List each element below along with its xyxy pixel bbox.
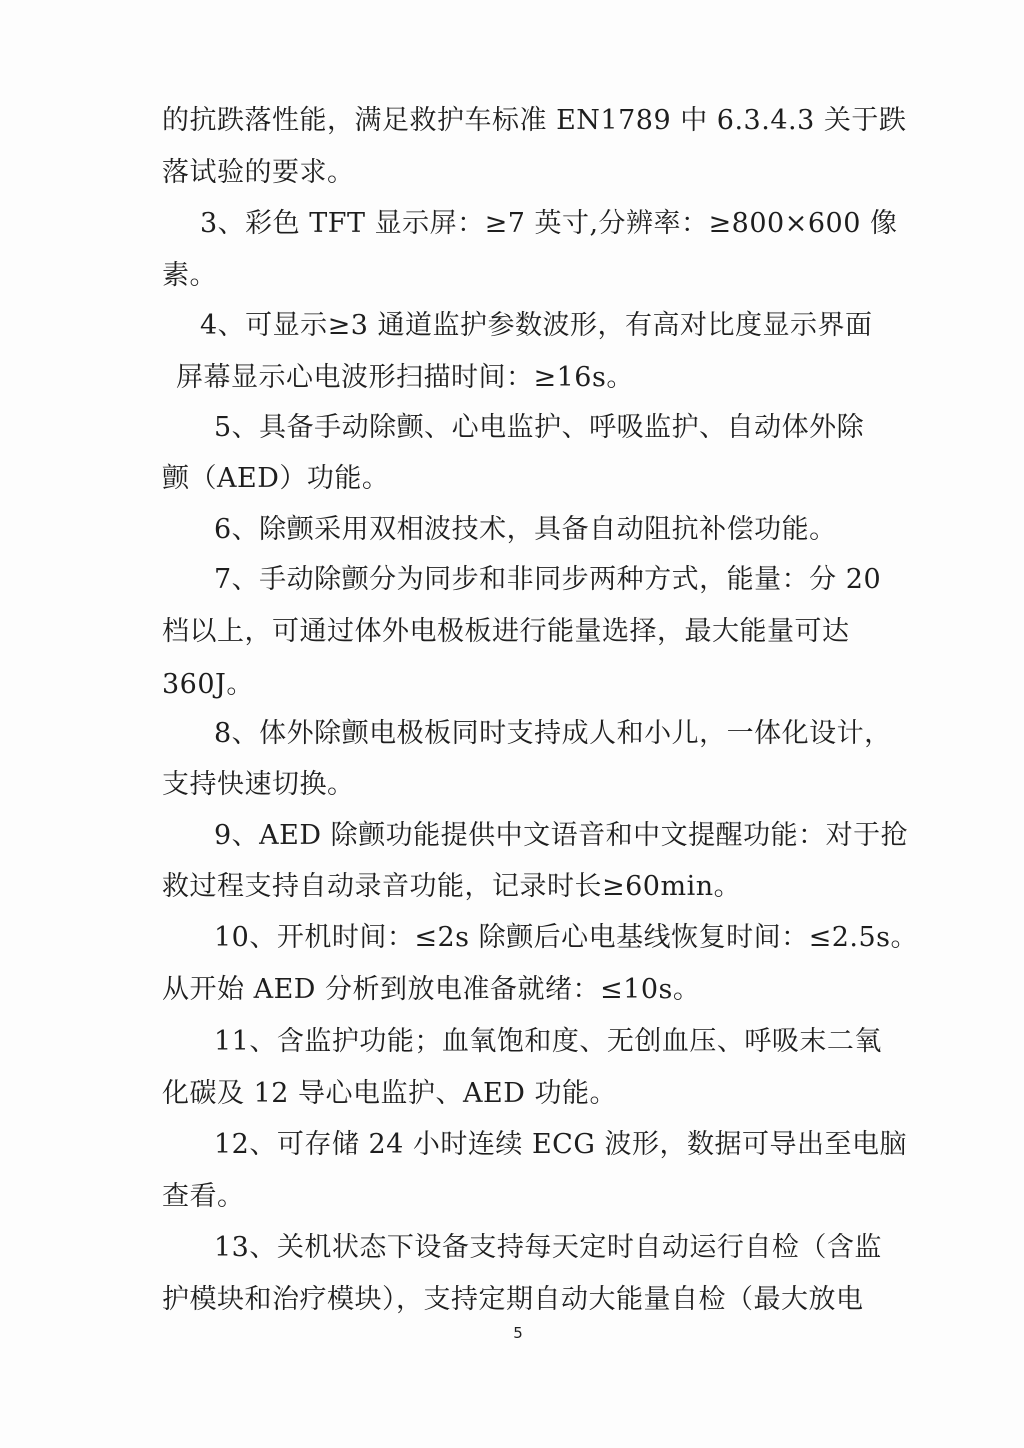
- text-line: 化碳及 12 导心电监护、AED 功能。: [162, 1078, 617, 1109]
- text-line: 颤（AED）功能。: [162, 463, 390, 494]
- text-line: 6、除颤采用双相波技术，具备自动阻抗补偿功能。: [214, 514, 837, 545]
- text-line: 救过程支持自动录音功能，记录时长≥60min。: [162, 871, 742, 902]
- page-number: 5: [513, 1324, 523, 1342]
- text-line: 360J。: [162, 669, 254, 700]
- text-line: 8、体外除颤电极板同时支持成人和小儿，一体化设计，: [214, 718, 892, 749]
- text-line: 5、具备手动除颤、心电监护、呼吸监护、自动体外除: [214, 412, 865, 443]
- text-line: 3、彩色 TFT 显示屏：≥7 英寸,分辨率：≥800×600 像: [200, 208, 898, 239]
- text-line: 护模块和治疗模块），支持定期自动大能量自检（最大放电: [162, 1284, 864, 1315]
- text-line: 12、可存储 24 小时连续 ECG 波形，数据可导出至电脑: [214, 1129, 907, 1160]
- text-line: 支持快速切换。: [162, 769, 355, 800]
- text-line: 13、关机状态下设备支持每天定时自动运行自检（含监: [214, 1232, 882, 1263]
- text-line: 4、可显示≥3 通道监护参数波形，有高对比度显示界面: [200, 310, 873, 341]
- text-line: 的抗跌落性能，满足救护车标准 EN1789 中 6.3.4.3 关于跌: [162, 105, 907, 136]
- text-line: 9、AED 除颤功能提供中文语音和中文提醒功能：对于抢: [214, 820, 909, 851]
- text-line: 档以上，可通过体外电极板进行能量选择，最大能量可达: [162, 616, 850, 647]
- text-line: 11、含监护功能；血氧饱和度、无创血压、呼吸末二氧: [214, 1026, 882, 1057]
- text-line: 查看。: [162, 1181, 245, 1212]
- text-line: 素。: [162, 260, 217, 291]
- text-line: 落试验的要求。: [162, 157, 355, 188]
- text-line: 7、手动除颤分为同步和非同步两种方式，能量：分 20: [214, 564, 882, 595]
- text-line: 10、开机时间：≤2s 除颤后心电基线恢复时间：≤2.5s。: [214, 922, 919, 953]
- text-line: 从开始 AED 分析到放电准备就绪：≤10s。: [162, 974, 701, 1005]
- text-line: 屏幕显示心电波形扫描时间：≥16s。: [176, 362, 634, 393]
